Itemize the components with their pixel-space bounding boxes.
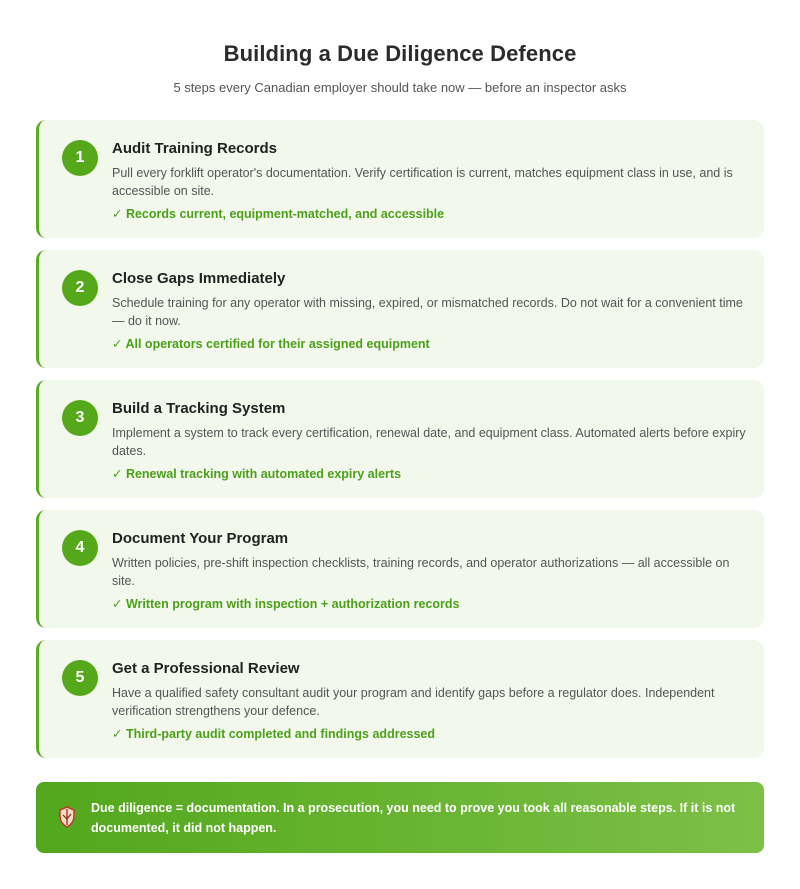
steps-list (36, 120, 764, 770)
step-title: Build a Tracking System (112, 400, 286, 417)
step-card-1 (36, 120, 764, 238)
step-title: Close Gaps Immediately (112, 270, 286, 287)
step-outcome: ✓ Written program with inspection + authorization records (112, 597, 460, 611)
footer-lead: Due diligence = documentation. (91, 801, 280, 815)
step-title: Audit Training Records (112, 140, 278, 157)
step-description: Schedule training for any operator with missing, expired, or mismatched records. Do not wait for a convenient time — do it now. (112, 296, 743, 328)
header (0, 0, 800, 95)
step-description: Have a qualified safety consultant audit your program and identify gaps before a regulator does. Independent verification strengthens your defence. (112, 686, 715, 718)
step-outcome: ✓ Third-party audit completed and findings addressed (112, 727, 436, 741)
step-description: Written policies, pre-shift inspection checklists, training records, and operator authorizations — all accessible on site. (112, 556, 730, 588)
step-body (112, 660, 746, 741)
step-body (112, 530, 746, 611)
step-card-3 (36, 380, 764, 498)
step-number-badge: 1 (62, 140, 98, 176)
step-outcome: ✓ All operators certified for their assigned equipment (112, 337, 430, 351)
step-body (112, 270, 746, 351)
step-card-5 (36, 640, 764, 758)
step-number-badge: 5 (62, 660, 98, 696)
step-description: Pull every forklift operator's documentation. Verify certification is current, matches equipment class in use, and is accessible on site. (112, 166, 733, 198)
step-number-badge: 3 (62, 400, 98, 436)
step-outcome: ✓ Records current, equipment-matched, and accessible (112, 207, 445, 221)
step-number-badge: 2 (62, 270, 98, 306)
footer-callout (36, 782, 764, 853)
step-card-4 (36, 510, 764, 628)
footer-body: In a prosecution, you need to prove you took all reasonable steps. If it is not documented, it did not happen. (91, 801, 736, 835)
step-title: Document Your Program (112, 530, 289, 547)
step-card-2 (36, 250, 764, 368)
step-outcome: ✓ Renewal tracking with automated expiry alerts (112, 467, 402, 481)
page-title: Building a Due Diligence Defence (223, 41, 577, 66)
step-title: Get a Professional Review (112, 660, 300, 677)
footer-text (91, 798, 736, 838)
shield-icon (58, 806, 76, 828)
step-description: Implement a system to track every certification, renewal date, and equipment class. Automated alerts before expiry dates. (112, 426, 746, 458)
step-body (112, 140, 746, 221)
page-subtitle: 5 steps every Canadian employer should take now — before an inspector asks (173, 80, 627, 95)
step-body (112, 400, 746, 481)
step-number-badge: 4 (62, 530, 98, 566)
